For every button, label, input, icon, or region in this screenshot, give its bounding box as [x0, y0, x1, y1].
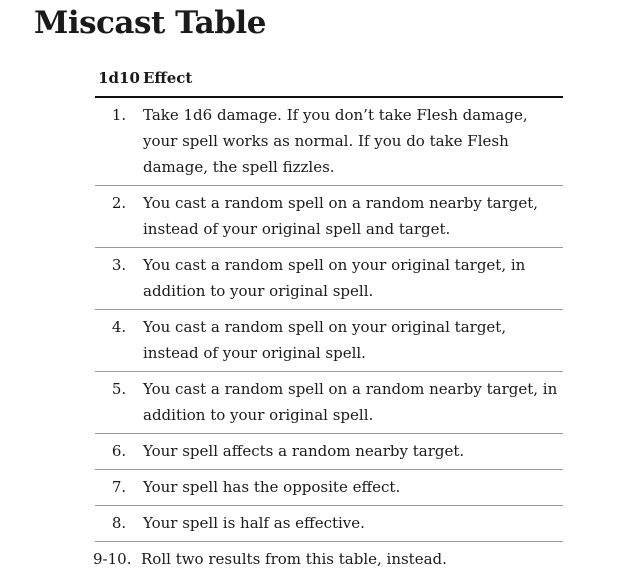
roll-result: 8.	[111, 514, 127, 532]
table-row	[95, 470, 563, 506]
table-header	[95, 60, 563, 98]
table-row	[95, 310, 563, 372]
roll-result: 6.	[111, 442, 127, 460]
effect-text: You cast a random spell on your original target, in addition to your original spell.	[143, 256, 526, 300]
effect-text: Your spell has the opposite effect.	[143, 478, 401, 496]
table-row	[95, 98, 563, 186]
miscast-table	[95, 60, 563, 577]
effect-text: Roll two results from this table, instead.	[141, 550, 447, 568]
column-header-effect: Effect	[143, 69, 193, 87]
effect-text: You cast a random spell on a random nearby target, in addition to your original spell.	[143, 380, 558, 424]
roll-result: 5.	[111, 380, 127, 398]
page-title: Miscast Table	[34, 5, 266, 41]
roll-result: 2.	[111, 194, 127, 212]
table-row	[95, 542, 563, 577]
roll-result: 7.	[111, 478, 127, 496]
effect-text: Take 1d6 damage. If you don’t take Flesh damage, your spell works as normal. If you do take Flesh damage, the spell fizzles.	[143, 106, 528, 176]
effect-text: You cast a random spell on a random nearby target, instead of your original spell and target.	[143, 194, 539, 238]
effect-text: Your spell is half as effective.	[143, 514, 365, 532]
table-row	[95, 372, 563, 434]
roll-result: 1.	[111, 106, 127, 124]
effect-text: You cast a random spell on your original target, instead of your original spell.	[143, 318, 507, 362]
column-header-roll: 1d10	[98, 69, 140, 87]
table-row	[95, 248, 563, 310]
table-row	[95, 186, 563, 248]
roll-result: 9-10.	[93, 550, 132, 568]
roll-result: 3.	[111, 256, 127, 274]
table-row	[95, 434, 563, 470]
effect-text: Your spell affects a random nearby target.	[143, 442, 465, 460]
roll-result: 4.	[111, 318, 127, 336]
table-row	[95, 506, 563, 542]
